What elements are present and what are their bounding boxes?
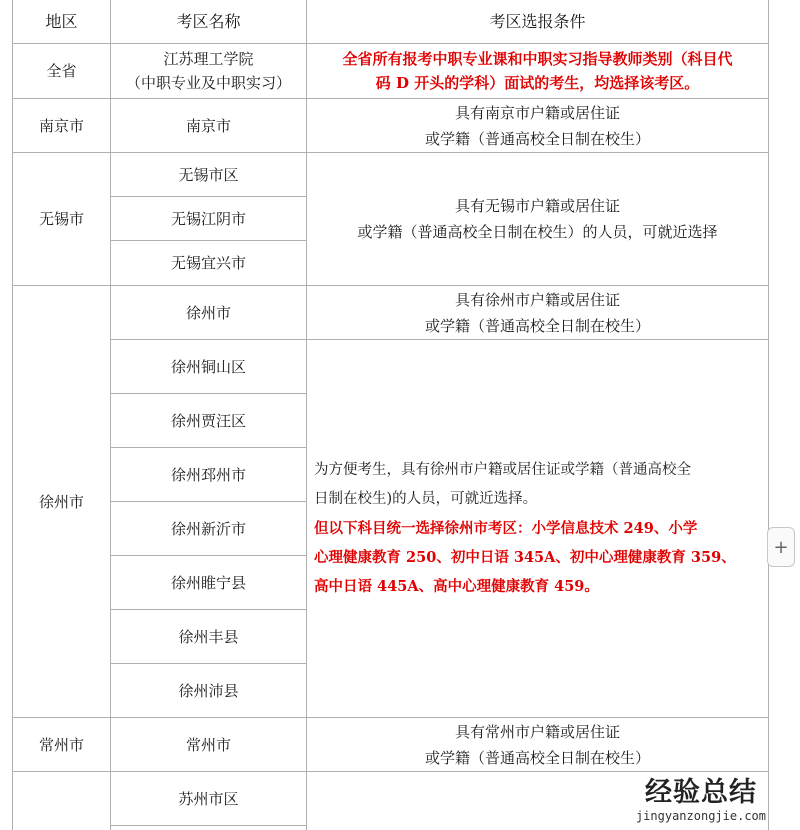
site-jsut bbox=[111, 44, 306, 98]
region-all-province: 全省 bbox=[46, 62, 77, 80]
header-site-name: 考区名称 bbox=[176, 11, 241, 31]
condition-xuzhou-red-line3: 高中日语 445A、高中心理健康教育 459。 bbox=[314, 578, 599, 595]
region-xuzhou: 徐州市 bbox=[38, 492, 84, 511]
site-wuxi-yixing: 无锡宜兴市 bbox=[170, 254, 246, 272]
condition-xuzhou-red-line1: 但以下科目统一选择徐州市考区：小学信息技术 249、小学 bbox=[314, 520, 698, 537]
site-xuzhou-peixian: 徐州沛县 bbox=[178, 681, 239, 700]
condition-all-line1: 全省所有报考中职专业课和中职实习指导教师类别（科目代 bbox=[342, 50, 733, 68]
condition-xuzhou-main bbox=[307, 286, 768, 339]
condition-xuzhou-line1: 为方便考生，具有徐州市户籍或居住证或学籍（普通高校全 bbox=[314, 462, 691, 478]
site-jsut-name: 江苏理工学院 bbox=[163, 50, 254, 68]
site-xuzhou-jiawang: 徐州贾汪区 bbox=[170, 411, 246, 430]
watermark-url: jingyanzongjie.com bbox=[635, 809, 766, 823]
condition-nanjing-line2: 或学籍（普通高校全日制在校生） bbox=[424, 129, 650, 148]
watermark-logo-text: 经验总结 bbox=[644, 777, 757, 808]
condition-all-line2: 码 D 开头的学科）面试的考生，均选择该考区。 bbox=[375, 74, 700, 92]
expand-button[interactable] bbox=[767, 527, 795, 567]
site-nanjing: 南京市 bbox=[185, 116, 231, 135]
condition-xuzhou-main-line2: 或学籍（普通高校全日制在校生） bbox=[424, 316, 650, 335]
site-suzhou-urban: 苏州市区 bbox=[178, 789, 239, 808]
condition-changzhou bbox=[307, 718, 768, 771]
plus-icon: + bbox=[773, 536, 789, 558]
condition-xuzhou-districts bbox=[314, 340, 766, 717]
condition-nanjing-line1: 具有南京市户籍或居住证 bbox=[454, 103, 620, 122]
region-changzhou: 常州市 bbox=[38, 735, 84, 754]
condition-xuzhou-line2: 日制在校生)的人员，可就近选择。 bbox=[314, 491, 538, 507]
header-conditions: 考区选报条件 bbox=[489, 11, 586, 31]
site-xuzhou-xinyi: 徐州新沂市 bbox=[170, 519, 246, 538]
condition-xuzhou-red-line2: 心理健康教育 250、初中日语 345A、初中心理健康教育 359、 bbox=[314, 549, 736, 566]
condition-wuxi bbox=[307, 153, 768, 285]
condition-wuxi-line1: 具有无锡市户籍或居住证 bbox=[454, 197, 620, 215]
site-changzhou: 常州市 bbox=[185, 735, 231, 754]
site-wuxi-urban: 无锡市区 bbox=[178, 165, 239, 184]
header-region: 地区 bbox=[45, 11, 78, 31]
condition-wuxi-line2: 或学籍（普通高校全日制在校生）的人员，可就近选择 bbox=[357, 223, 718, 241]
site-xuzhou-main: 徐州市 bbox=[185, 303, 231, 322]
watermark bbox=[636, 778, 766, 824]
site-xuzhou-suining: 徐州睢宁县 bbox=[170, 573, 246, 592]
condition-all-province bbox=[307, 44, 768, 98]
site-xuzhou-tongshan: 徐州铜山区 bbox=[170, 357, 246, 376]
site-wuxi-jiangyin: 无锡江阴市 bbox=[170, 209, 246, 228]
region-wuxi: 无锡市 bbox=[38, 210, 84, 228]
site-xuzhou-fengxian: 徐州丰县 bbox=[178, 627, 239, 646]
site-jsut-note: （中职专业及中职实习） bbox=[125, 74, 291, 92]
condition-nanjing bbox=[307, 99, 768, 152]
region-nanjing: 南京市 bbox=[38, 116, 84, 135]
condition-xuzhou-main-line1: 具有徐州市户籍或居住证 bbox=[454, 290, 620, 309]
condition-changzhou-line1: 具有常州市户籍或居住证 bbox=[454, 722, 620, 741]
site-xuzhou-pizhou: 徐州邳州市 bbox=[170, 465, 246, 484]
condition-changzhou-line2: 或学籍（普通高校全日制在校生） bbox=[424, 748, 650, 767]
